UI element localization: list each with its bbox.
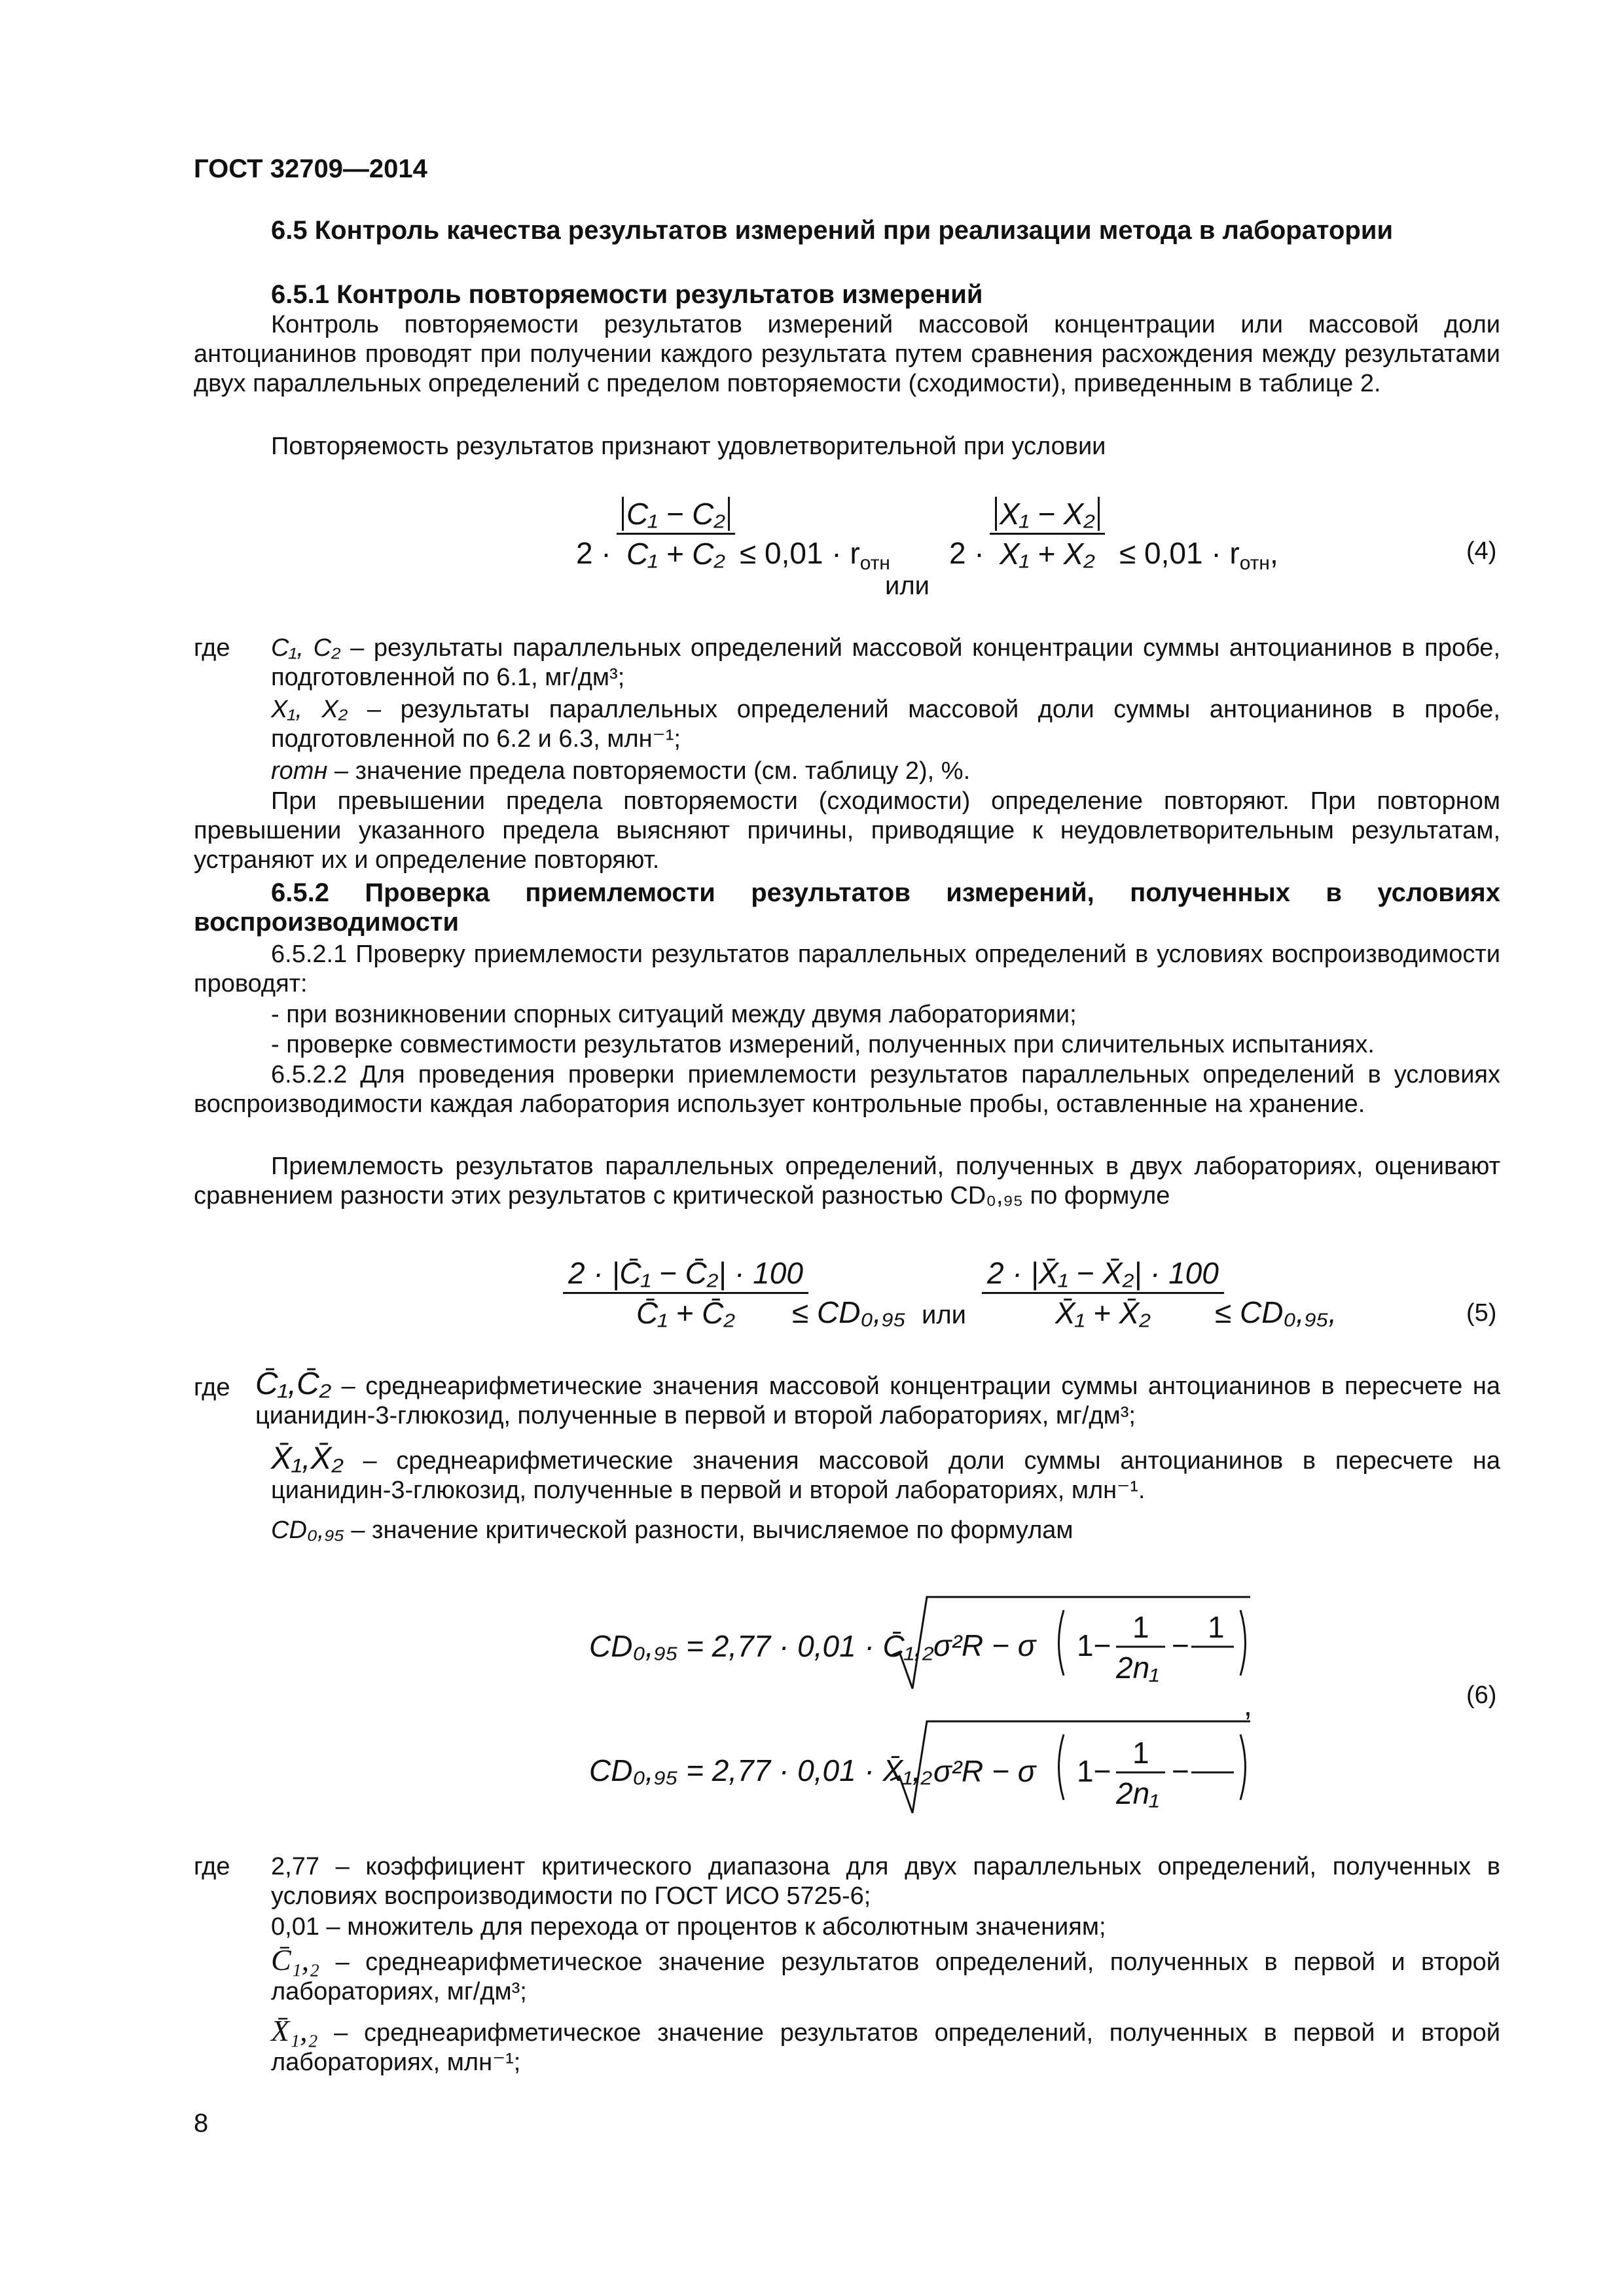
section-6-5-2-title: 6.5.2 Проверка приемлемости результатов измерений, полученных в условиях воспроизводимости (194, 878, 1500, 937)
formula-4-relation-left: ≤ $0,01 \cdot r_{отн}$ (740, 536, 890, 574)
formula-4 (576, 497, 1335, 609)
def-x1-x2: X₁, X₂ – результаты параллельных определений массовой доли суммы антоцианинов в пробе, подготовленной по 6.2 и 6.3, млн⁻¹; (271, 696, 1500, 753)
formula-4-coef-left: 2 · (576, 536, 611, 570)
equation-number-4: (4) (1466, 537, 1497, 565)
paragraph-repeatability: Контроль повторяемости результатов измерений массовой концентрации или массовой доли антоцианинов проводят при получении каждого результата путем сравнения расхождения между результатами двух параллельных определений с пределом повторяемости (сходимости), приведенным в таблице 2. (194, 311, 1500, 397)
paragraph-acceptability: Приемлемость результатов параллельных определений, полученных в двух лабораториях, оценивают сравнением разности этих результатов с критической разностью CD₀,₉₅ по формуле (194, 1153, 1500, 1210)
formula-5-den-left: C̄₁ + C̄₂ (636, 1296, 735, 1330)
formula-5 (563, 1257, 1348, 1368)
equation-number-6: (6) (1466, 1681, 1497, 1709)
paragraph-6-5-2-2: 6.5.2.2 Для проведения проверки приемлемости результатов параллельных определений в условиях воспроизводимости каждая лаборатория использует контрольные пробы, оставленные на хранение. (194, 1061, 1500, 1118)
paragraph-6-5-2-1: 6.5.2.1 Проверку приемлемости результатов параллельных определений в условиях воспроизводимости проводят: (194, 941, 1500, 997)
formula-6-root1 (890, 1590, 1257, 1695)
formula-5-num-left: 2 · |C̄₁ − C̄₂| · 100 (563, 1257, 808, 1294)
formula-4-or: или (885, 571, 930, 600)
def-r-otn: rотн – значение предела повторяемости (см. таблицу 2), %. (271, 757, 971, 785)
svg-text:2n₁: 2n₁ (1116, 1776, 1159, 1810)
svg-text:1: 1 (1132, 1610, 1149, 1644)
formula-5-relation-left: ≤ CD₀,₉₅ (792, 1295, 906, 1329)
formula-5-frac-left (563, 1257, 808, 1329)
where-label-6: где (194, 1853, 230, 1880)
svg-text:1: 1 (1132, 1736, 1149, 1770)
formula-6 (589, 1590, 1309, 1826)
svg-text:1−: 1− (1077, 1754, 1111, 1788)
list-item-compatibility: - проверке совместимости результатов измерений, полученных при сличительных испытаниях. (271, 1031, 1375, 1058)
formula-4-den-left: C₁ + C₂ (626, 537, 725, 571)
formula-6-root2-text: σ²R − σ (933, 1754, 1036, 1788)
def-c-bar: C̄₁,C̄₂ – среднеарифметические значения массовой концентрации суммы антоцианинов в пересчете на цианидин-3-глюкозид, полученные в первой и второй лабораториях, мг/дм³; (255, 1367, 1500, 1429)
svg-text:1−: 1− (1077, 1628, 1111, 1662)
page-number: 8 (194, 2109, 209, 2138)
formula-6-root2 (890, 1708, 1257, 1820)
svg-text:−: − (1172, 1628, 1189, 1662)
def-001: 0,01 – множитель для перехода от процентов к абсолютным значениям; (271, 1913, 1106, 1941)
formula-5-num-right: 2 · |X̄₁ − X̄₂| · 100 (982, 1257, 1224, 1294)
def-c1-c2: C₁, C₂ – результаты параллельных определений массовой концентрации суммы антоцианинов в пробе, подготовленной по 6.1, мг/дм³; (271, 634, 1500, 691)
formula-5-or: или (922, 1300, 967, 1329)
formula-4-den-right: X₁ + X₂ (1000, 537, 1095, 571)
formula-4-frac-left (617, 497, 735, 570)
formula-5-frac-right (982, 1257, 1224, 1329)
svg-text:−: − (1172, 1754, 1189, 1788)
paragraph-exceed: При превышении предела повторяемости (сходимости) определение повторяют. При повторном превышении указанного предела выясняют причины, приводящие к неудовлетворительным результатам, устраняют их и определение повторяют. (194, 787, 1500, 874)
def-x-bar-12: X̄₁,₂ – среднеарифметическое значение результатов определений, полученных в первой и второй лабораториях, млн⁻¹; (271, 2014, 1500, 2076)
formula-4-num-right: X₁ − X₂ (990, 497, 1105, 535)
list-item-disputes: - при возникновении спорных ситуаций между двумя лабораториями; (271, 1001, 1077, 1028)
def-x-bar: X̄₁,X̄₂ – среднеарифметические значения массовой доли суммы антоцианинов в пересчете на цианидин-3-глюкозид, полученные в первой и второй лабораториях, млн⁻¹. (271, 1441, 1500, 1504)
formula-4-num-left: C₁ − C₂ (617, 497, 735, 535)
paragraph-condition: Повторяемость результатов признают удовлетворительной при условии (271, 433, 1106, 460)
formula-6-line2-lhs: CD₀,₉₅ = 2,77 · 0,01 · X̄₁,₂ (589, 1753, 933, 1787)
document-id: ГОСТ 32709—2014 (194, 154, 427, 183)
formula-6-root1-text: σ²R − σ (933, 1628, 1036, 1662)
formula-4-relation-right: ≤ $0,01 \cdot r_{отн}$, (1119, 536, 1278, 574)
def-277: 2,77 – коэффициент критического диапазона для двух параллельных определений, полученных в условиях воспроизводимости по ГОСТ ИСО 5725-6; (271, 1853, 1500, 1910)
def-cd095: CD₀,₉₅ – значение критической разности, вычисляемое по формулам (271, 1516, 1074, 1544)
svg-text:2n₁: 2n₁ (1116, 1651, 1159, 1685)
section-6-5-1-title: 6.5.1 Контроль повторяемости результатов измерений (271, 280, 983, 309)
formula-4-frac-right (990, 497, 1105, 570)
def-c-bar-12: C̄₁,₂ – среднеарифметическое значение результатов определений, полученных в первой и второй лабораториях, мг/дм³; (271, 1943, 1500, 2005)
formula-6-trail: , (1244, 1688, 1252, 1722)
section-6-5-title: 6.5 Контроль качества результатов измерений при реализации метода в лаборатории (271, 216, 1394, 245)
where-label-4: где (194, 634, 230, 662)
formula-5-relation-right: ≤ CD₀,₉₅, (1215, 1295, 1337, 1329)
formula-5-den-right: X̄₁ + X̄₂ (1055, 1296, 1151, 1330)
svg-text:1: 1 (1208, 1610, 1225, 1644)
where-label-5: где (194, 1374, 230, 1401)
equation-number-5: (5) (1466, 1299, 1497, 1327)
formula-4-coef-right: 2 · (949, 536, 984, 570)
formula-6-line1-lhs: CD₀,₉₅ = 2,77 · 0,01 · C̄₁,₂ (589, 1629, 934, 1663)
